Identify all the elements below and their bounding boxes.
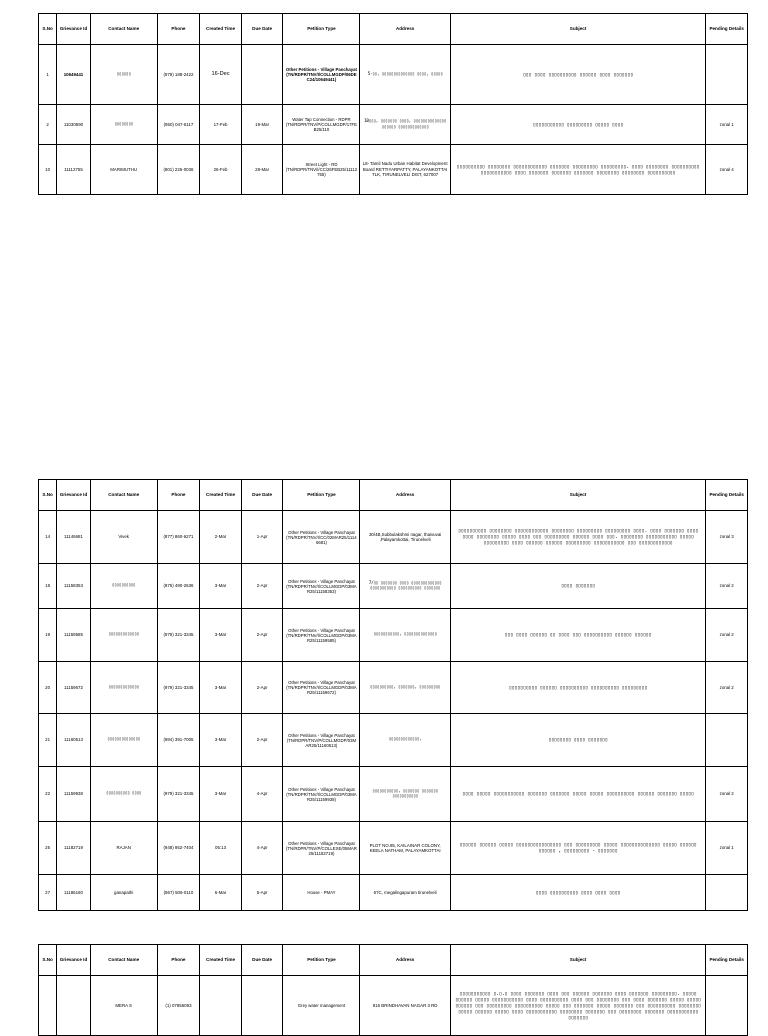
address-cell: 10▯▯▯, ▯▯▯▯▯▯▯ ▯▯▯▯, ▯▯▯▯▯▯▯▯▯▯▯▯▯▯ ▯▯▯▯▯▯ ▯▯▯▯▯▯▯▯▯▯▯▯▯ [360, 105, 450, 145]
petition-type-cell: Street Light - RD (TN/RDPR/TNV/I/CC/26FEB25/11112755) [283, 145, 360, 195]
petition-type-cell: Other Petitions - Village Panchayat (TN/RDPR/TNV/I/COLLMGDP/03MAR25/11159672) [283, 662, 360, 714]
sno-cell: 19 [39, 609, 57, 662]
due-date-cell: 2-Apr [241, 662, 283, 714]
phone-cell: (877) 860-6271 [157, 511, 200, 564]
created-time-cell: 3-Mar [200, 609, 242, 662]
header-created-time: Created Time [200, 480, 242, 511]
sno-cell: 1 [39, 45, 57, 105]
created-time-cell [200, 976, 242, 1036]
contact-name-cell: ▯▯▯▯▯▯▯▯▯▯▯▯▯ [90, 662, 157, 714]
grievance-table-3 [38, 944, 748, 1036]
header-contact-name: Contact Name [90, 945, 157, 976]
table-row [39, 767, 748, 822]
grievance-id-cell: 11112755 [57, 145, 90, 195]
petition-type-cell: Other Petitions - Village Panchayat (TN/RDPR/TNV/P/COLLMGDP/03MAR25/11160513) [283, 714, 360, 767]
address-cell: ▯▯▯▯▯▯▯▯▯▯, ▯▯▯▯▯▯▯, ▯▯▯▯▯▯▯▯▯ [360, 662, 450, 714]
created-time-cell: 3-Mar [200, 767, 242, 822]
table-row [39, 714, 748, 767]
grievance-id-cell: 11186160 [57, 875, 90, 911]
address-cell: 915 BRINDHAVAN NAGAR 3 RD [360, 976, 450, 1036]
due-date-cell: 5-Apr [241, 875, 283, 911]
phone-cell: (801) 226-0036 [157, 145, 200, 195]
table-row [39, 875, 748, 911]
created-time-cell: 3-Mar [200, 564, 242, 609]
phone-cell: (979) 321-3345 [157, 609, 200, 662]
pending-details-cell: zonal 1 [706, 822, 748, 875]
phone-cell: (984) 391-7005 [157, 714, 200, 767]
sno-cell: 25 [39, 822, 57, 875]
pending-details-cell [706, 875, 748, 911]
header-row [39, 480, 748, 511]
subject-cell: ▯▯▯▯▯▯▯▯▯▯ ▯▯▯▯▯▯▯▯ ▯▯▯▯▯▯▯▯▯▯▯▯ ▯▯▯▯▯▯▯ ▯▯▯▯▯▯▯▯▯ ▯▯▯▯▯▯▯▯▯. ▯▯▯▯ ▯▯▯▯▯▯▯▯ ▯▯▯▯▯▯▯▯▯▯ ▯▯▯▯▯▯▯▯▯▯▯ ▯▯▯▯ ▯▯▯▯▯▯▯ ▯▯▯▯▯▯▯ ▯▯▯▯▯▯▯ ▯▯▯▯▯▯▯▯ ▯▯▯▯▯▯▯▯ ▯▯▯▯▯▯▯▯▯▯ [450, 145, 706, 195]
header-pending-details: Pending Details [706, 14, 748, 45]
due-date-cell: 1-Apr [241, 511, 283, 564]
table-row [39, 976, 748, 1036]
address-cell: 57C, megalingapuram tirunelveli [360, 875, 450, 911]
created-time-cell: 3-Mar [200, 714, 242, 767]
grievance-table-1 [38, 13, 748, 195]
table-row [39, 511, 748, 564]
header-address: Address [360, 480, 450, 511]
header-created-time: Created Time [200, 14, 242, 45]
petition-type-cell: Other Petitions - Village Panchayat (TN/RDPR/TNV/I/COLLMGDP/03MAR25/11159938) [283, 767, 360, 822]
header-grievance-id: Grievance Id [57, 945, 90, 976]
grievance-id-cell: 11159672 [57, 662, 90, 714]
pending-details-cell: zonal 2 [706, 767, 748, 822]
created-time-cell: 3-Mar [200, 662, 242, 714]
grievance-id-cell: 11160513 [57, 714, 90, 767]
phone-cell: (979) 321-3345 [157, 662, 200, 714]
subject-cell: ▯▯▯▯ ▯▯▯▯▯▯▯▯▯▯ ▯▯▯▯ ▯▯▯▯ ▯▯▯▯ [450, 875, 706, 911]
subject-cell: ▯▯▯▯▯▯▯▯▯▯▯ ▯.▯.▯ ▯▯▯▯ ▯▯▯▯▯▯▯ ▯▯▯▯ ▯▯▯ ▯▯▯▯▯▯ ▯▯▯▯▯▯▯ ▯▯▯▯ ▯▯▯▯▯▯▯ ▯▯▯▯▯▯▯▯▯. ▯▯▯▯▯ ▯▯▯▯▯▯ ▯▯▯▯▯ ▯▯▯▯▯▯▯▯▯▯▯ ▯▯▯▯ ▯▯▯▯▯▯▯▯▯▯ ▯▯▯▯ ▯▯▯ ▯▯▯▯▯▯▯▯ ▯▯▯ ▯▯▯▯ ▯▯▯▯▯▯▯ ▯▯▯▯▯ ▯▯▯▯▯ ▯▯▯▯▯▯ ▯▯▯ ▯▯▯▯▯▯▯▯▯ ▯▯▯▯▯▯▯▯▯▯ ▯▯▯▯▯ ▯▯▯ ▯▯▯▯▯▯▯ ▯▯▯▯▯ ▯▯▯▯▯▯▯ ▯▯▯ ▯▯▯▯▯▯▯▯▯▯ ▯▯▯▯▯▯▯▯ ▯▯▯▯▯ ▯▯▯▯▯▯ ▯▯▯▯▯ ▯▯▯▯ ▯▯▯▯▯▯▯▯▯▯▯ ▯▯▯▯▯▯▯▯ ▯▯▯▯▯▯▯ ▯▯▯ ▯▯▯▯▯▯▯▯ ▯▯▯▯▯▯▯ ▯▯▯▯▯▯▯▯▯▯▯ ▯▯▯▯▯▯▯ [450, 976, 706, 1036]
created-time-cell: 26-Feb [200, 145, 242, 195]
grievance-id-cell: 11146681 [57, 511, 90, 564]
contact-name-cell: ▯▯▯▯▯▯▯▯▯▯▯▯▯ [90, 609, 157, 662]
table-row [39, 609, 748, 662]
phone-cell: (1) 07856093 [157, 976, 200, 1036]
header-phone: Phone [157, 480, 200, 511]
table-row [39, 662, 748, 714]
grievance-id-cell: 11030590 [57, 105, 90, 145]
contact-name-cell: MARIMUTHU [90, 145, 157, 195]
address-cell: L8- Tamil Nadu Urban Habitat Development Board RETTIYARPATTY, PALAYANKOTTAI TLK, TIRUNELVELI DIST, 627007 [360, 145, 450, 195]
subject-cell: ▯▯▯▯▯▯▯▯▯▯ ▯▯▯▯▯▯ ▯▯▯▯▯▯▯▯▯▯ ▯▯▯▯▯▯▯▯▯▯ ▯▯▯▯▯▯▯▯▯ [450, 662, 706, 714]
contact-name-cell: RAJAN [90, 822, 157, 875]
phone-cell: (875) 490-2636 [157, 564, 200, 609]
header-created-time: Created Time [200, 945, 242, 976]
pending-details-cell: zonal 2 [706, 609, 748, 662]
phone-cell: (950) 047-6117 [157, 105, 200, 145]
subject-cell: ▯▯▯▯▯▯▯▯▯▯ ▯▯▯▯▯▯▯▯ ▯▯▯▯▯▯▯▯▯▯▯▯ ▯▯▯▯▯▯▯▯ ▯▯▯▯▯▯▯▯▯ ▯▯▯▯▯▯▯▯▯ ▯▯▯▯. ▯▯▯▯ ▯▯▯▯▯▯▯ ▯▯▯▯ ▯▯▯▯ ▯▯▯▯▯▯▯▯ ▯▯▯▯▯ ▯▯▯▯ ▯▯▯ ▯▯▯▯▯▯▯▯▯ ▯▯▯▯▯▯ ▯▯▯▯ ▯▯▯. ▯▯▯▯▯▯▯▯ ▯▯▯▯▯▯▯▯▯▯▯ ▯▯▯▯▯ ▯▯▯▯▯▯▯▯▯ ▯▯▯▯ ▯▯▯▯▯▯ ▯▯▯▯▯▯ ▯▯▯▯▯▯▯▯▯ ▯▯▯▯▯▯▯▯▯▯▯ ▯▯▯ ▯▯▯▯▯▯▯▯▯▯▯▯ [450, 511, 706, 564]
phone-cell: (979) 321-3345 [157, 767, 200, 822]
pending-details-cell: zonal 4 [706, 145, 748, 195]
petition-type-cell: Other Petitions - Village Panchayat (TN/RDPR/TNV/I/COLLMGDP/03MAR25/11159585) [283, 609, 360, 662]
due-date-cell: 4-Apr [241, 767, 283, 822]
table-row [39, 145, 748, 195]
phone-cell: (979) 188-2422 [157, 45, 200, 105]
petition-type-cell: Other Petitions - Village Panchayat (TN/RDPR/TNV/I/CC/02MAR25/11146681) [283, 511, 360, 564]
header-contact-name: Contact Name [90, 480, 157, 511]
address-cell: ▯▯▯▯▯▯▯▯▯▯▯, ▯▯▯▯▯▯▯▯▯▯▯▯▯▯ [360, 609, 450, 662]
pending-details-cell: zonal 2 [706, 662, 748, 714]
header-petition-type: Petition Type [283, 480, 360, 511]
address-cell: 30/4B,Subbulakshmi nagar, thaivuvai ,Palayamkottai, Tirunelveli [360, 511, 450, 564]
phone-cell: (867) 506-0110 [157, 875, 200, 911]
petition-type-cell: House - PMAY [283, 875, 360, 911]
created-time-cell: 05:13 [200, 822, 242, 875]
grievance-id-cell: 11159938 [57, 767, 90, 822]
created-time-cell: 2-Mar [200, 511, 242, 564]
header-phone: Phone [157, 14, 200, 45]
address-cell: PLOT NO.85, KAILAINAR COLONY, KEELA NATHAM, PALAYAMKOTTAI [360, 822, 450, 875]
header-due-date: Due Date [241, 480, 283, 511]
header-petition-type: Petition Type [283, 14, 360, 45]
table-row [39, 105, 748, 145]
petition-type-cell: Other Petitions - Village Panchayat (TN/RDPR/TNV/I/COLLMGDP/03MAR25/11158353) [283, 564, 360, 609]
contact-name-cell: Vivek [90, 511, 157, 564]
header-row [39, 14, 748, 45]
sno-cell: 22 [39, 767, 57, 822]
due-date-cell: 28-Mar [241, 145, 283, 195]
contact-name-cell: MERA S [90, 976, 157, 1036]
subject-cell: ▯▯▯ ▯▯▯▯ ▯▯▯▯▯▯ ▯▯ ▯▯▯▯ ▯▯▯ ▯▯▯▯▯▯▯▯▯▯ ▯▯▯▯▯▯ ▯▯▯▯▯▯ [450, 609, 706, 662]
contact-name-cell: ▯▯▯▯▯▯▯▯ [90, 105, 157, 145]
grievance-id-cell: 11158353 [57, 564, 90, 609]
pending-details-cell: zonal 3 [706, 511, 748, 564]
address-cell: ▯▯▯▯▯▯▯▯▯▯▯▯▯, [360, 714, 450, 767]
header-sno: S.No [39, 480, 57, 511]
sno-cell [39, 976, 57, 1036]
grievance-id-cell: 10649441 [57, 45, 90, 105]
sno-cell: 2 [39, 105, 57, 145]
header-row [39, 945, 748, 976]
header-sno: S.No [39, 945, 57, 976]
due-date-cell [241, 45, 283, 105]
contact-name-cell: ▯▯▯▯▯▯▯▯▯▯▯▯▯▯ [90, 714, 157, 767]
subject-cell: ▯▯▯▯▯▯ ▯▯▯▯▯▯ ▯▯▯▯▯ ▯▯▯▯▯▯▯▯▯▯▯▯▯▯▯▯ ▯▯▯ ▯▯▯▯▯▯▯▯▯ ▯▯▯▯▯ ▯▯▯▯▯▯▯▯▯▯▯▯▯▯ ▯▯▯▯▯ ▯▯▯▯▯▯ ▯▯▯▯▯▯ , ▯▯▯▯▯▯▯▯▯ - ▯▯▯▯▯▯▯ [450, 822, 706, 875]
pending-details-cell: zonal 2 [706, 564, 748, 609]
contact-name-cell: ▯▯▯▯▯▯ [90, 45, 157, 105]
contact-name-cell: ▯▯▯▯▯▯▯▯▯▯ ▯▯▯▯ [90, 767, 157, 822]
contact-name-cell: ▯▯▯▯▯▯▯▯▯▯ [90, 564, 157, 609]
header-pending-details: Pending Details [706, 945, 748, 976]
header-address: Address [360, 14, 450, 45]
subject-cell: ▯▯▯▯▯▯▯▯▯▯▯ ▯▯▯▯▯▯▯▯▯ ▯▯▯▯▯ ▯▯▯▯ [450, 105, 706, 145]
table-row [39, 45, 748, 105]
sno-cell: 27 [39, 875, 57, 911]
due-date-cell: 4-Apr [241, 822, 283, 875]
petition-type-cell: Water Tap Connection - RDPR (TN/RDPR/TNV/P/COLLMGDP/17FEB25/110 [283, 105, 360, 145]
header-grievance-id: Grievance Id [57, 480, 90, 511]
subject-cell: ▯▯▯▯▯▯▯▯ ▯▯▯▯ ▯▯▯▯▯▯▯ [450, 714, 706, 767]
header-pending-details: Pending Details [706, 480, 748, 511]
due-date-cell: 2-Apr [241, 714, 283, 767]
address-cell: 7/▯▯ ▯▯▯▯▯▯▯ ▯▯▯▯ ▯▯▯▯▯▯▯▯▯▯▯▯▯ ▯▯▯▯▯▯▯▯▯▯▯ ▯▯▯▯▯▯▯▯▯▯ ▯▯▯▯▯▯▯ [360, 564, 450, 609]
pending-details-cell: zonal 1 [706, 105, 748, 145]
sno-cell: 10 [39, 145, 57, 195]
header-sno: S.No [39, 14, 57, 45]
header-due-date: Due Date [241, 945, 283, 976]
petition-type-cell: Other Petitions - Village Panchayat (TN/RDPR/TNV/P/COLLEXE/05MAR25/11182719) [283, 822, 360, 875]
due-date-cell: 2-Apr [241, 564, 283, 609]
petition-type-cell: Grey water management [283, 976, 360, 1036]
sno-cell: 14 [39, 511, 57, 564]
due-date-cell: 2-Apr [241, 609, 283, 662]
pending-details-cell [706, 976, 748, 1036]
grievance-id-cell: 11182719 [57, 822, 90, 875]
grievance-id-cell [57, 976, 90, 1036]
sno-cell: 20 [39, 662, 57, 714]
created-time-cell: 16-Dec [200, 45, 242, 105]
grievance-table-2 [38, 479, 748, 911]
subject-cell: ▯▯▯▯ ▯▯▯▯▯ ▯▯▯▯▯▯▯▯▯▯▯ ▯▯▯▯▯▯▯ ▯▯▯▯▯▯▯ ▯▯▯▯▯ ▯▯▯▯▯ ▯▯▯▯▯▯▯▯▯▯ ▯▯▯▯▯▯ ▯▯▯▯▯▯▯ ▯▯▯▯▯ [450, 767, 706, 822]
header-address: Address [360, 945, 450, 976]
header-contact-name: Contact Name [90, 14, 157, 45]
header-subject: Subject [450, 945, 706, 976]
header-subject: Subject [450, 14, 706, 45]
address-cell: 5-▯▯, ▯▯▯▯▯▯▯▯▯▯▯▯▯▯ ▯▯▯▯, ▯▯▯▯▯ [360, 45, 450, 105]
phone-cell: (948) 952-7404 [157, 822, 200, 875]
contact-name-cell: ganapathi [90, 875, 157, 911]
grievance-id-cell: 11159585 [57, 609, 90, 662]
created-time-cell: 17-Feb [200, 105, 242, 145]
created-time-cell: 6-Mar [200, 875, 242, 911]
address-cell: ▯▯▯▯▯▯▯▯▯▯▯, ▯▯▯▯▯▯▯ ▯▯▯▯▯▯▯ ▯▯▯▯▯▯▯▯▯▯▯ [360, 767, 450, 822]
header-subject: Subject [450, 480, 706, 511]
header-phone: Phone [157, 945, 200, 976]
table-row [39, 822, 748, 875]
pending-details-cell [706, 45, 748, 105]
header-grievance-id: Grievance Id [57, 14, 90, 45]
subject-cell: ▯▯▯▯ ▯▯▯▯▯▯▯ [450, 564, 706, 609]
sno-cell: 21 [39, 714, 57, 767]
due-date-cell: 19-Mar [241, 105, 283, 145]
header-due-date: Due Date [241, 14, 283, 45]
table-row [39, 564, 748, 609]
header-petition-type: Petition Type [283, 945, 360, 976]
due-date-cell [241, 976, 283, 1036]
petition-type-cell: Other Petitions - Village Panchayat (TN/RDPR/TNV/I/COLLMGDP/06DEC24/10649441) [283, 45, 360, 105]
pending-details-cell [706, 714, 748, 767]
subject-cell: ▯▯▯ ▯▯▯▯ ▯▯▯▯▯▯▯▯▯▯ ▯▯▯▯▯▯ ▯▯▯▯ ▯▯▯▯▯▯▯ [450, 45, 706, 105]
sno-cell: 18 [39, 564, 57, 609]
